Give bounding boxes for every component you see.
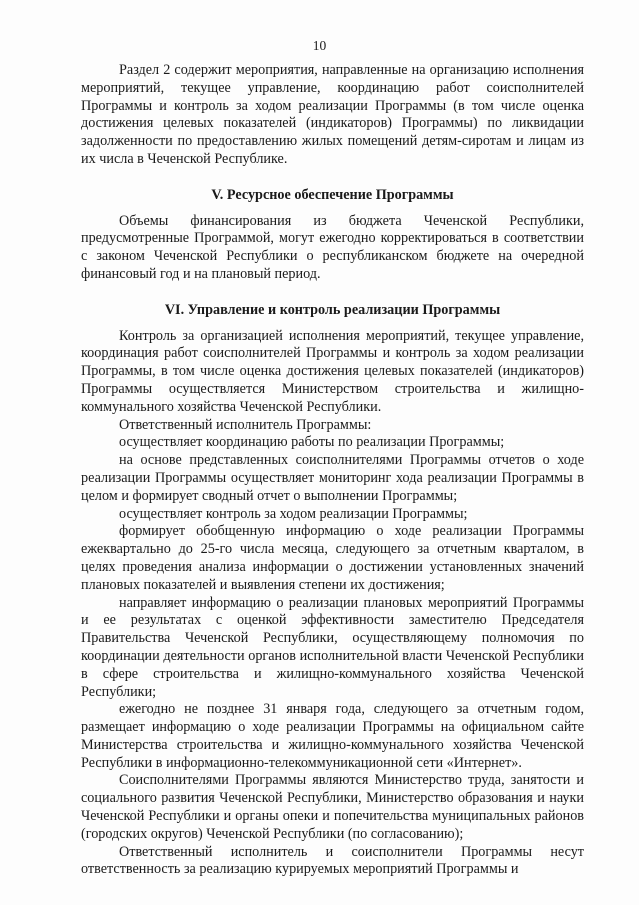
page-number: 10 (312, 38, 327, 53)
document-body (81, 62, 584, 879)
intro-paragraph: Раздел 2 содержит мероприятия, направленные на организацию исполнения мероприятий, текущее управление, координацию работ соисполнителей Программы и контроль за ходом реализации Программы (в том числе оценка достижения целевых показателей (индикаторов) Программы) по ликвидации задолженности по предоставлению жилых помещений детям-сиротам и лицам из их числа в Чеченской Республике. (81, 62, 584, 167)
section-5-paragraph: Объемы финансирования из бюджета Чеченской Республики, предусмотренные Программой, могут ежегодно корректироваться в соответствии с законом Чеченской Республики о республиканском бюджете на очередной финансовый год и на плановый период. (81, 212, 584, 282)
section-6-paragraph: Контроль за организацией исполнения мероприятий, текущее управление, координация работ соисполнителей Программы и контроль за ходом реализации Программы, в том числе оценка достижения целевых показателей (индикаторов) Программы осуществляется Министерством строительства и жилищно-коммунального хозяйства Чеченской Республики. (81, 327, 584, 415)
section-6-paragraph: Ответственный исполнитель и соисполнители Программы несут ответственность за реализацию курируемых мероприятий Программы и (81, 843, 584, 878)
section-5-body (81, 213, 584, 284)
section-5-heading: V. Ресурсное обеспечение Программы (211, 186, 454, 203)
section-6-paragraph: Соисполнителями Программы являются Министерство труда, занятости и социального развития Чеченской Республики, Министерство образования и науки Чеченской Республики и органы опеки и попечительства муниципальных районов (городских округов) Чеченской Республики (по согласованию); (81, 772, 584, 842)
section-6-body (81, 328, 584, 880)
section-6-paragraph: осуществляет координацию работы по реализации Программы; (119, 434, 505, 451)
section-6-paragraph: Ответственный исполнитель Программы: (119, 416, 372, 433)
section-6-paragraph: осуществляет контроль за ходом реализации Программы; (119, 505, 468, 522)
section-6-paragraph: на основе представленных соисполнителями Программы отчетов о ходе реализации Программы осуществляет мониторинг хода реализации Программы в целом и формирует сводный отчет о выполнении Программы; (81, 452, 584, 504)
section-6-heading: VI. Управление и контроль реализации Программы (164, 301, 501, 318)
section-6-paragraph: формирует обобщенную информацию о ходе реализации Программы ежеквартально до 25-го числа месяца, следующего за отчетным кварталом, в целях проведения анализа информации о достижении установленных значений плановых показателей и выявления степени их достижения; (81, 523, 584, 593)
section-6-paragraph: направляет информацию о реализации плановых мероприятий Программы и ее результатах с оценкой эффективности заместителю Председателя Правительства Чеченской Республики, осуществляющему полномочия по координации деятельности органов исполнительной власти Чеченской Республики в сфере строительства и жилищно-коммунального хозяйства Чеченской Республики; (81, 594, 584, 700)
section-6-paragraph: ежегодно не позднее 31 января года, следующего за отчетным годом, размещает информацию о ходе реализации Программы на официальном сайте Министерства строительства и жилищно-коммунального хозяйства Чеченской Республики в информационно-телекоммуникационной сети «Интернет». (81, 701, 584, 771)
